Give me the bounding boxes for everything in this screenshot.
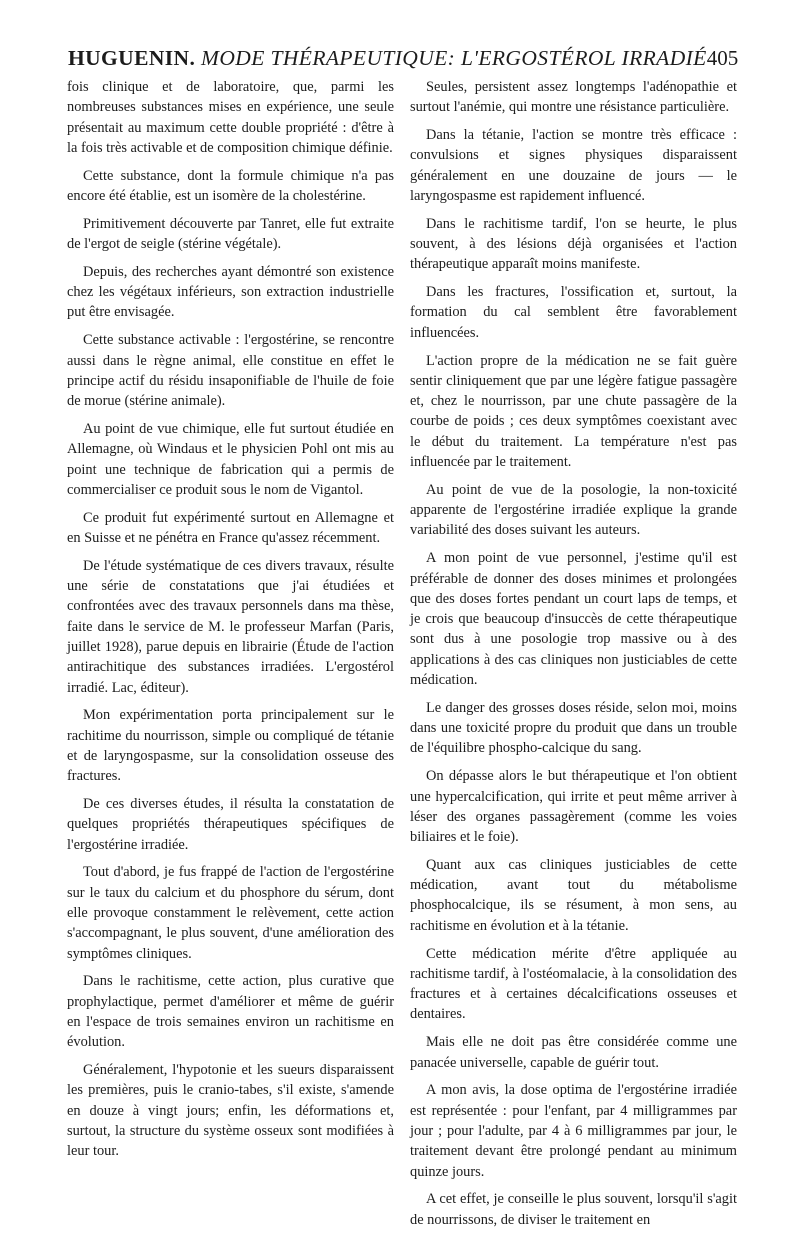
paragraph: Au point de vue de la posologie, la non-toxicité apparente de l'ergostérine irradiée explique la grande variabilité des doses suivant les auteurs. [410, 481, 737, 539]
paragraph: Cette substance activable : l'ergostérine, se rencontre aussi dans le règne animal, elle constitue en effet le principe actif du résidu insaponifiable de l'huile de foie de morue (stérine animale). [67, 332, 394, 410]
paragraph: fois clinique et de laboratoire, que, parmi les nombreuses substances mises en expérience, une seule présentait au maximum cette double propriété : d'être à la fois très activable et de composition chimique définie. [67, 79, 394, 156]
right-column [410, 77, 737, 1237]
paragraph: Dans le rachitisme tardif, l'on se heurte, le plus souvent, à des lésions déjà organisées et l'action thérapeutique apparaît moins manifeste. [410, 215, 737, 273]
paragraph: Cette médication mérite d'être appliquée au rachitisme tardif, à l'ostéomalacie, à la consolidation des fractures et à certaines décalcifications osseuses et dentaires. [410, 945, 737, 1023]
paragraph: Le danger des grosses doses réside, selon moi, moins dans une toxicité propre du produit que dans un trouble de l'équilibre phospho-calcique du sang. [410, 699, 737, 757]
paragraph: A cet effet, je conseille le plus souvent, lorsqu'il s'agit de nourrissons, de diviser le traitement en [410, 1191, 737, 1228]
paragraph: Primitivement découverte par Tanret, elle fut extraite de l'ergot de seigle (stérine végétale). [67, 215, 394, 253]
paragraph: Seules, persistent assez longtemps l'adénopathie et surtout l'anémie, qui montre une résistance particulière. [410, 79, 737, 116]
paragraph: Au point de vue chimique, elle fut surtout étudiée en Allemagne, où Windaus et le physicien Pohl ont mis au point une technique de fabrication qui a permis de commercialiser ce produit sous le nom de Vigantol. [67, 420, 394, 498]
paragraph: A mon avis, la dose optima de l'ergostérine irradiée est représentée : pour l'enfant, par 4 milligrammes par jour ; pour l'adulte, par 4 à 6 milligrammes par jour, le traitement devant être prolongé pendant au minimum quinze jours. [410, 1082, 737, 1180]
paragraph: Cette substance, dont la formule chimique n'a pas encore été établie, est un isomère de la cholestérine. [67, 167, 394, 204]
page-number: 405 [706, 46, 739, 70]
header-subtitle: MODE THÉRAPEUTIQUE: L'ERGOSTÉROL IRRADIÉ [201, 46, 707, 70]
paragraph: L'action propre de la médication ne se fait guère sentir cliniquement que par une légère fatigue passagère et, chez le nourrisson, par une chute passagère de la courbe de poids ; ces deux symptômes coexistant avec le début du traitement. La température n'est pas influencée par le traitement. [410, 352, 737, 471]
running-title [68, 46, 707, 71]
paragraph: De l'étude systématique de ces divers travaux, résulte une série de constatations que j'ai étudiées et confrontées avec des travaux personnels dans ma thèse, faite dans le service de M. le professeur Marfan (Paris, juillet 1928), parue depuis en librairie (Étude de l'action antirachitique des substances irradiées. L'ergostérol irradié. Lac, éditeur). [67, 557, 394, 696]
paragraph: Dans la tétanie, l'action se montre très efficace : convulsions et signes physiques disparaissent généralement en une douzaine de jours — le laryngospasme est rapidement influencé. [410, 127, 737, 204]
paragraph: De ces diverses études, il résulta la constatation de quelques propriétés thérapeutiques spécifiques de l'ergostérine irradiée. [67, 796, 394, 853]
paragraph: Dans les fractures, l'ossification et, surtout, la formation du cal semblent être favorablement influencées. [410, 284, 737, 341]
paragraph: Dans le rachitisme, cette action, plus curative que prophylactique, permet d'améliorer et même de guérir en l'espace de trois semaines environ un rachitisme en évolution. [67, 973, 394, 1051]
paragraph: Quant aux cas cliniques justiciables de cette médication, avant tout du métabolisme phosphocalcique, ils se résument, à mon sens, au rachitisme en évolution et à la tétanie. [410, 856, 737, 934]
paragraph: On dépasse alors le but thérapeutique et l'on obtient une hypercalcification, qui irrite et peut même arriver à léser des organes passagèrement (comme les voies biliaires et le foie). [410, 768, 737, 846]
paragraph: Généralement, l'hypotonie et les sueurs disparaissent les premières, puis le cranio-tabes, s'il existe, s'amende en douze à vingt jours; enfin, les déformations et, surtout, la structure du système osseux sont modifiées à leur tour. [67, 1062, 394, 1160]
paragraph: Ce produit fut expérimenté surtout en Allemagne et en Suisse et ne pénétra en France qu'assez récemment. [67, 509, 394, 546]
left-column [67, 77, 394, 1169]
paragraph: Tout d'abord, je fus frappé de l'action de l'ergostérine sur le taux du calcium et du phosphore du sérum, dont elle provoque constamment le relèvement, cette action s'accompagnant, le plus souvent, d'une amélioration des symptômes cliniques. [67, 864, 394, 962]
running-header [68, 46, 738, 78]
paragraph: A mon point de vue personnel, j'estime qu'il est préférable de donner des doses minimes et prolongées que des doses fortes pendant un court laps de temps, et je crois que beaucoup d'insuccès de cette thérapeutique sont dus à une posologie trop massive ou à des applications à des cas cliniques non justiciables de cette médication. [410, 550, 737, 689]
paragraph: Mais elle ne doit pas être considérée comme une panacée universelle, capable de guérir tout. [410, 1034, 737, 1071]
paragraph: Mon expérimentation porta principalement sur le rachitime du nourrisson, simple ou compliqué de tétanie et de laryngospasme, sur la consolidation osseuse des fractures. [67, 707, 394, 785]
paragraph: Depuis, des recherches ayant démontré son existence chez les végétaux inférieurs, son extraction industrielle put être envisagée. [67, 263, 394, 321]
header-author: HUGUENIN. [68, 46, 196, 70]
